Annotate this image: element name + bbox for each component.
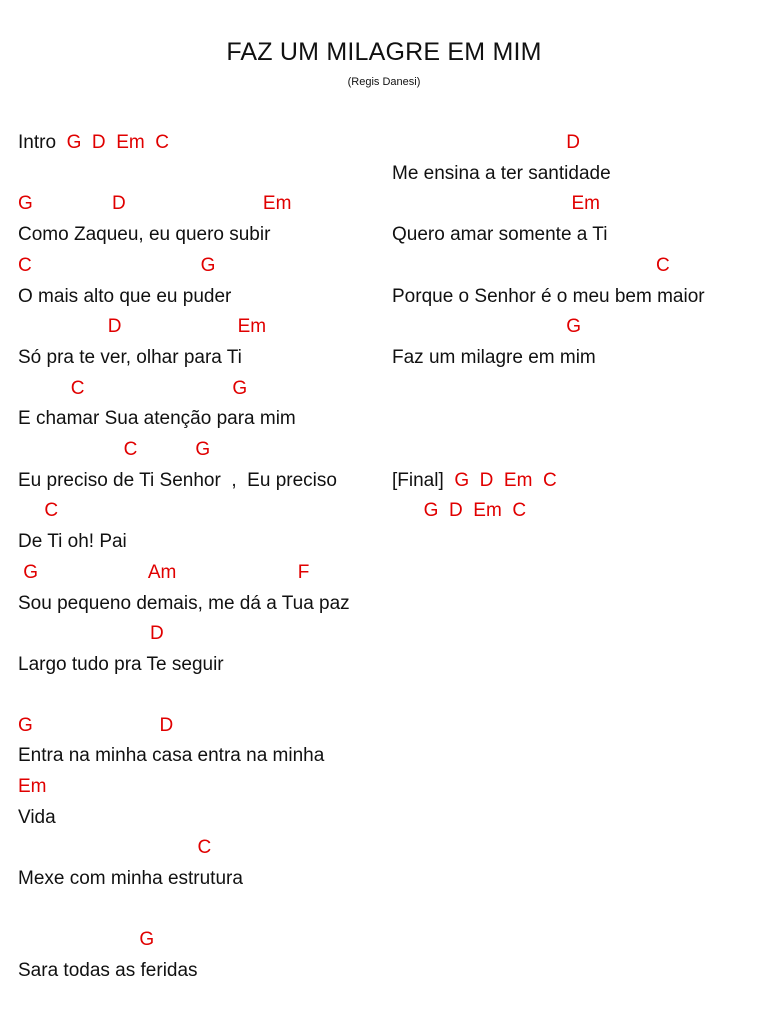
chord-line: D — [392, 132, 580, 153]
lyric-line: Sara todas as feridas — [18, 960, 198, 981]
lyric-line: Mexe com minha estrutura — [18, 868, 243, 889]
song-title: FAZ UM MILAGRE EM MIM — [226, 38, 542, 66]
lyric-line: Sou pequeno demais, me dá a Tua paz — [18, 593, 350, 614]
chord-line: Em — [18, 776, 47, 797]
lyric-line: Me ensina a ter santidade — [392, 163, 611, 184]
chord-line: G D Em C — [66, 132, 169, 153]
lyric-line: Faz um milagre em mim — [392, 347, 596, 368]
chord-line: C — [18, 837, 212, 858]
chord-line: D — [18, 623, 164, 644]
section-line — [392, 470, 557, 492]
chord-line: G — [18, 929, 155, 950]
chord-line: C G — [18, 439, 211, 460]
chord-line: Em — [392, 193, 600, 214]
lyric-line: O mais alto que eu puder — [18, 286, 232, 307]
chord-line: C — [392, 255, 670, 276]
section-line — [18, 132, 169, 154]
song-author: (Regis Danesi) — [347, 76, 421, 88]
chord-line: C G — [18, 378, 248, 399]
lyric-line: Só pra te ver, olhar para Ti — [18, 347, 242, 368]
chord-line: G — [392, 316, 581, 337]
chord-line: G D Em C — [392, 500, 527, 521]
lyric-line: Largo tudo pra Te seguir — [18, 654, 224, 675]
lyric-line: Entra na minha casa entra na minha — [18, 745, 325, 766]
section-label: [Final] — [392, 470, 444, 491]
chord-line: G Am F — [18, 562, 310, 583]
chord-line: D Em — [18, 316, 267, 337]
chord-line: C G — [18, 255, 216, 276]
lyric-line: Quero amar somente a Ti — [392, 224, 608, 245]
lyric-line: Como Zaqueu, eu quero subir — [18, 224, 271, 245]
lyric-line: De Ti oh! Pai — [18, 531, 127, 552]
chord-line: G D Em — [18, 193, 292, 214]
lyric-line: Eu preciso de Ti Senhor , Eu preciso — [18, 470, 337, 491]
lyric-line: Vida — [18, 807, 56, 828]
section-label: Intro — [18, 132, 57, 153]
chord-line: C — [18, 500, 59, 521]
lyric-line: Porque o Senhor é o meu bem maior — [392, 286, 705, 307]
chord-line: G D — [18, 715, 174, 736]
lyric-line: E chamar Sua atenção para mim — [18, 408, 296, 429]
chord-line: G D Em C — [454, 470, 557, 491]
